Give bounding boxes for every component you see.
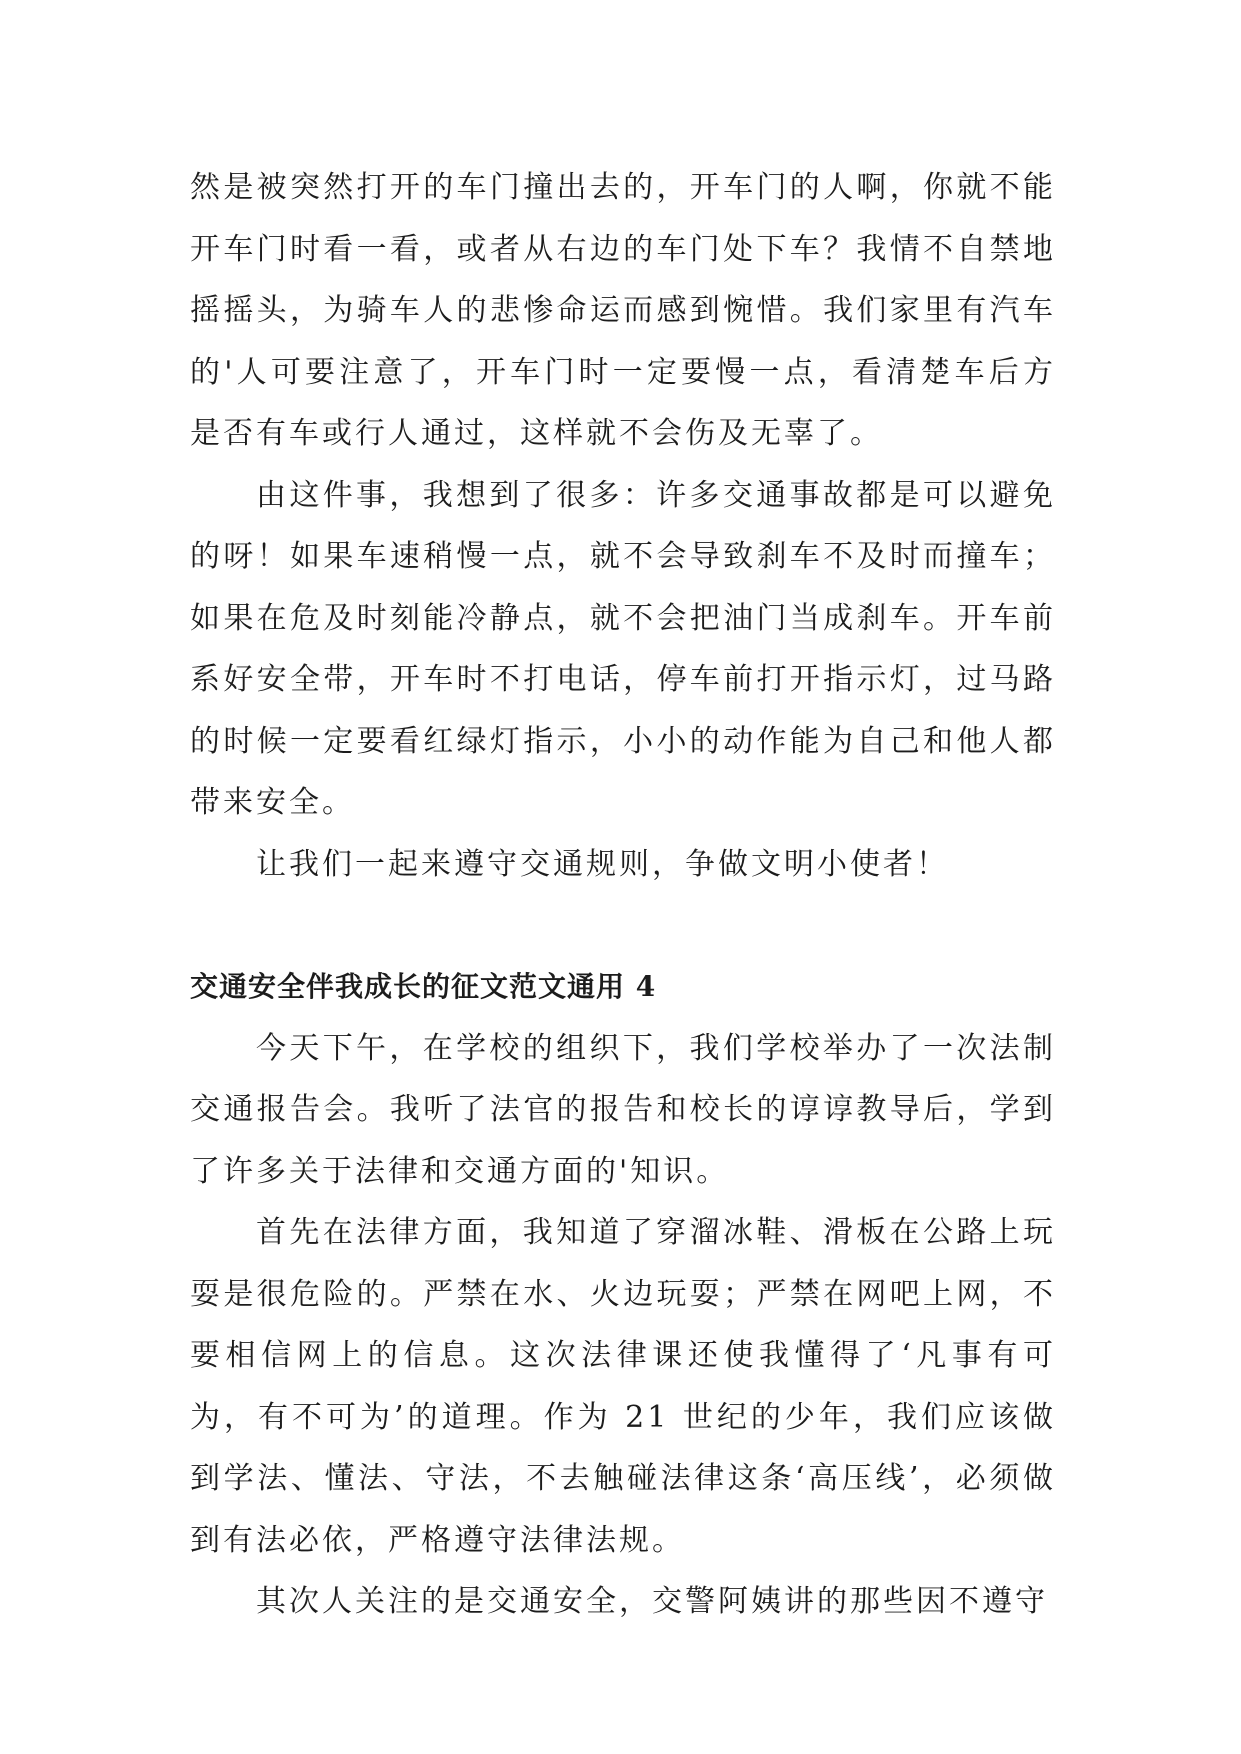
paragraph: 今天下午，在学校的组织下，我们学校举办了一次法制交通报告会。我听了法官的报告和校长的谆谆教导后，学到了许多关于法律和交通方面的'知识。 [190,1030,1056,1189]
paragraph: 首先在法律方面，我知道了穿溜冰鞋、滑板在公路上玩耍是很危险的。严禁在水、火边玩耍；严禁在网吧上网，不要相信网上的信息。这次法律课还使我懂得了‘凡事有可为，有不可为’的道理。作为 21 世纪的少年，我们应该做到学法、懂法、守法，不去触碰法律这条‘高压线’，必须做到有法必依，严格遵守法律法规。 [190,1215,1056,1558]
paragraph-continued: 然是被突然打开的车门撞出去的，开车门的人啊，你就不能开车门时看一看，或者从右边的车门处下车？我情不自禁地摇摇头，为骑车人的悲惨命运而感到惋惜。我们家里有汽车的'人可要注意了，开车门时一定要慢一点，看清楚车后方是否有车或行人通过，这样就不会伤及无辜了。 [190,170,1056,451]
paragraph-truncated: 其次人关注的是交通安全，交警阿姨讲的那些因不遵守 [256,1584,1048,1619]
paragraph: 让我们一起来遵守交通规则，争做文明小使者！ [256,846,949,882]
document-body [190,157,1056,1633]
paragraph: 由这件事，我想到了很多：许多交通事故都是可以避免的呀！如果车速稍慢一点，就不会导致刹车不及时而撞车；如果在危及时刻能冷静点，就不会把油门当成刹车。开车前系好安全带，开车时不打电话，停车前打开指示灯，过马路的时候一定要看红绿灯指示，小小的动作能为自己和他人都带来安全。 [190,477,1056,820]
section-heading: 交通安全伴我成长的征文范文通用 4 [190,970,657,1003]
